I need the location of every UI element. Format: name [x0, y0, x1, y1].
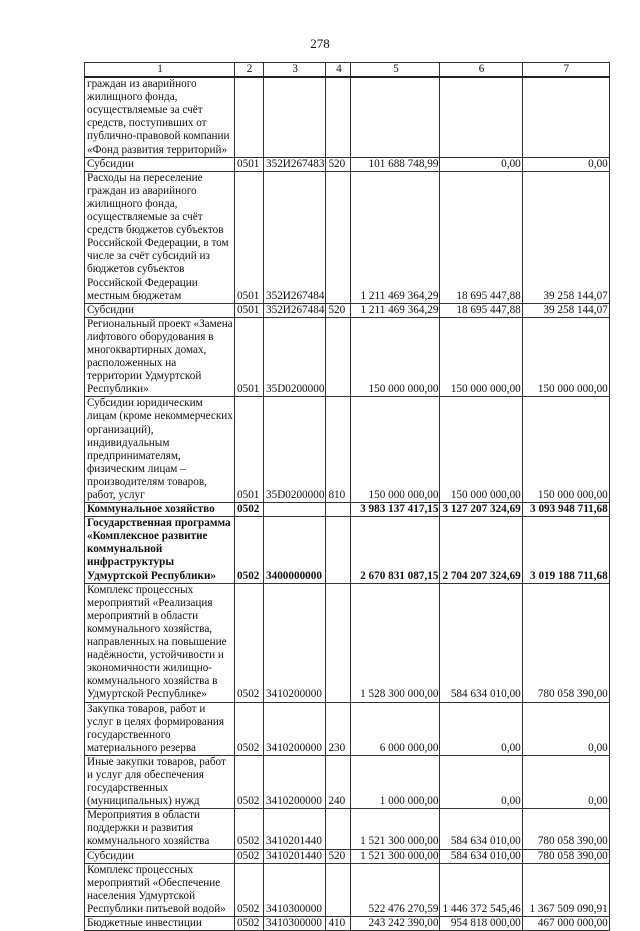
amount-year1-cell: 101 688 748,99: [351, 157, 440, 171]
amount-year3-cell: 150 000 000,00: [522, 397, 609, 503]
expense-type-cell: 520: [326, 157, 351, 171]
row-name-cell: Субсидии: [85, 849, 235, 863]
expense-type-cell: 410: [326, 917, 351, 931]
amount-year3-cell: 0,00: [522, 755, 609, 808]
amount-year3-cell: 467 000 000,00: [522, 917, 609, 931]
row-name-cell: граждан из аварийного жилищного фонда, осуществляемые за счёт средств, поступивших от публично-правовой компании «Фонд развития территорий»: [85, 77, 235, 157]
expense-type-cell: [326, 863, 351, 916]
amount-year2-cell: 0,00: [440, 755, 522, 808]
target-code-cell: 352И267484: [264, 171, 326, 303]
expense-type-cell: 810: [326, 397, 351, 503]
table-row: [85, 917, 610, 931]
header-col-1: 1: [85, 63, 235, 78]
amount-year2-cell: 3 127 207 324,69: [440, 503, 522, 517]
amount-year3-cell: 780 058 390,00: [522, 583, 609, 702]
row-name-cell: Бюджетные инвестиции: [85, 917, 235, 931]
header-col-6: 6: [440, 63, 522, 78]
amount-year1-cell: 1 528 300 000,00: [351, 583, 440, 702]
table-row: [85, 702, 610, 755]
table-row: [85, 397, 610, 503]
amount-year1-cell: [351, 77, 440, 157]
amount-year3-cell: 780 058 390,00: [522, 849, 609, 863]
section-code-cell: 0502: [235, 849, 264, 863]
amount-year1-cell: 522 476 270,59: [351, 863, 440, 916]
amount-year1-cell: 1 521 300 000,00: [351, 849, 440, 863]
amount-year2-cell: 584 634 010,00: [440, 809, 522, 849]
table-row: [85, 755, 610, 808]
row-name-cell: Иные закупки товаров, работ и услуг для обеспечения государственных (муниципальных) нужд: [85, 755, 235, 808]
expense-type-cell: 240: [326, 755, 351, 808]
amount-year1-cell: 150 000 000,00: [351, 397, 440, 503]
row-name-cell: Закупка товаров, работ и услуг в целях формирования государственного материального резерва: [85, 702, 235, 755]
target-code-cell: 3410201440: [264, 809, 326, 849]
amount-year2-cell: 584 634 010,00: [440, 583, 522, 702]
target-code-cell: 3410300000: [264, 917, 326, 931]
table-row: [85, 849, 610, 863]
row-name-cell: Субсидии юридическим лицам (кроме некоммерческих организаций), индивидуальным предпринимателям, физическим лицам – производителям товаров, работ, услуг: [85, 397, 235, 503]
table-row: [85, 517, 610, 583]
table-row: [85, 317, 610, 397]
row-name-cell: Комплекс процессных мероприятий «Реализация мероприятий в области коммунального хозяйства, направленных на повышение надёжности, устойчивости и экономичности жилищно-коммунального хозяйства в Удмуртской Республике»: [85, 583, 235, 702]
table-row: [85, 77, 610, 157]
table-row: [85, 809, 610, 849]
table-row: [85, 503, 610, 517]
header-row: [85, 63, 610, 78]
table-row: [85, 171, 610, 303]
expense-type-cell: 520: [326, 303, 351, 317]
section-code-cell: 0501: [235, 303, 264, 317]
expense-type-cell: [326, 517, 351, 583]
amount-year2-cell: 2 704 207 324,69: [440, 517, 522, 583]
expense-type-cell: [326, 317, 351, 397]
section-code-cell: 0502: [235, 863, 264, 916]
section-code-cell: [235, 77, 264, 157]
row-name-cell: Комплекс процессных мероприятий «Обеспечение населения Удмуртской Республики питьевой водой»: [85, 863, 235, 916]
amount-year3-cell: 0,00: [522, 157, 609, 171]
row-name-cell: Мероприятия в области поддержки и развития коммунального хозяйства: [85, 809, 235, 849]
row-name-cell: Субсидии: [85, 157, 235, 171]
amount-year1-cell: 150 000 000,00: [351, 317, 440, 397]
amount-year1-cell: 2 670 831 087,15: [351, 517, 440, 583]
table-row: [85, 303, 610, 317]
amount-year1-cell: 1 000 000,00: [351, 755, 440, 808]
target-code-cell: 3410201440: [264, 849, 326, 863]
amount-year2-cell: 954 818 000,00: [440, 917, 522, 931]
page-number: 278: [310, 36, 330, 51]
target-code-cell: 352И267483: [264, 157, 326, 171]
row-name-cell: Государственная программа «Комплексное развитие коммунальной инфраструктуры Удмуртской Республики»: [85, 517, 235, 583]
amount-year3-cell: 39 258 144,07: [522, 171, 609, 303]
amount-year3-cell: 0,00: [522, 702, 609, 755]
amount-year2-cell: 584 634 010,00: [440, 849, 522, 863]
amount-year3-cell: 780 058 390,00: [522, 809, 609, 849]
amount-year3-cell: 150 000 000,00: [522, 317, 609, 397]
section-code-cell: 0501: [235, 157, 264, 171]
expense-type-cell: [326, 809, 351, 849]
row-name-cell: Коммунальное хозяйство: [85, 503, 235, 517]
amount-year3-cell: 3 019 188 711,68: [522, 517, 609, 583]
target-code-cell: 3410200000: [264, 755, 326, 808]
section-code-cell: 0502: [235, 702, 264, 755]
target-code-cell: 3410200000: [264, 702, 326, 755]
amount-year2-cell: 1 446 372 545,46: [440, 863, 522, 916]
table-row: [85, 863, 610, 916]
section-code-cell: 0502: [235, 917, 264, 931]
section-code-cell: 0501: [235, 171, 264, 303]
section-code-cell: 0502: [235, 517, 264, 583]
amount-year3-cell: 1 367 509 090,91: [522, 863, 609, 916]
amount-year1-cell: 1 521 300 000,00: [351, 809, 440, 849]
amount-year2-cell: [440, 77, 522, 157]
section-code-cell: 0502: [235, 755, 264, 808]
amount-year1-cell: 1 211 469 364,29: [351, 171, 440, 303]
section-code-cell: 0501: [235, 397, 264, 503]
amount-year2-cell: 0,00: [440, 157, 522, 171]
target-code-cell: 35D0200000: [264, 397, 326, 503]
header-col-3: 3: [264, 63, 326, 78]
amount-year3-cell: 39 258 144,07: [522, 303, 609, 317]
target-code-cell: 35D0200000: [264, 317, 326, 397]
target-code-cell: [264, 503, 326, 517]
header-col-7: 7: [522, 63, 609, 78]
target-code-cell: 3410300000: [264, 863, 326, 916]
header-col-2: 2: [235, 63, 264, 78]
amount-year3-cell: 3 093 948 711,68: [522, 503, 609, 517]
amount-year1-cell: 6 000 000,00: [351, 702, 440, 755]
amount-year1-cell: 3 983 137 417,15: [351, 503, 440, 517]
row-name-cell: Региональный проект «Замена лифтового оборудования в многоквартирных домах, расположенных на территории Удмуртской Республики»: [85, 317, 235, 397]
section-code-cell: 0502: [235, 583, 264, 702]
budget-table: [84, 62, 610, 931]
target-code-cell: 352И267484: [264, 303, 326, 317]
expense-type-cell: [326, 583, 351, 702]
amount-year2-cell: 150 000 000,00: [440, 397, 522, 503]
section-code-cell: 0501: [235, 317, 264, 397]
target-code-cell: [264, 77, 326, 157]
row-name-cell: Субсидии: [85, 303, 235, 317]
amount-year2-cell: 0,00: [440, 702, 522, 755]
expense-type-cell: [326, 77, 351, 157]
expense-type-cell: 230: [326, 702, 351, 755]
target-code-cell: 3400000000: [264, 517, 326, 583]
table-row: [85, 157, 610, 171]
table-row: [85, 583, 610, 702]
amount-year2-cell: 18 695 447,88: [440, 171, 522, 303]
amount-year2-cell: 18 695 447,88: [440, 303, 522, 317]
expense-type-cell: [326, 171, 351, 303]
expense-type-cell: [326, 503, 351, 517]
amount-year1-cell: 1 211 469 364,29: [351, 303, 440, 317]
section-code-cell: 0502: [235, 809, 264, 849]
section-code-cell: 0502: [235, 503, 264, 517]
amount-year3-cell: [522, 77, 609, 157]
row-name-cell: Расходы на переселение граждан из аварийного жилищного фонда, осуществляемые за счёт средств бюджетов субъектов Российской Федерации, в том числе за счёт субсидий из бюджетов субъектов Российской Федерации местным бюджетам: [85, 171, 235, 303]
expense-type-cell: 520: [326, 849, 351, 863]
header-col-4: 4: [326, 63, 351, 78]
amount-year2-cell: 150 000 000,00: [440, 317, 522, 397]
header-col-5: 5: [351, 63, 440, 78]
target-code-cell: 3410200000: [264, 583, 326, 702]
amount-year1-cell: 243 242 390,00: [351, 917, 440, 931]
